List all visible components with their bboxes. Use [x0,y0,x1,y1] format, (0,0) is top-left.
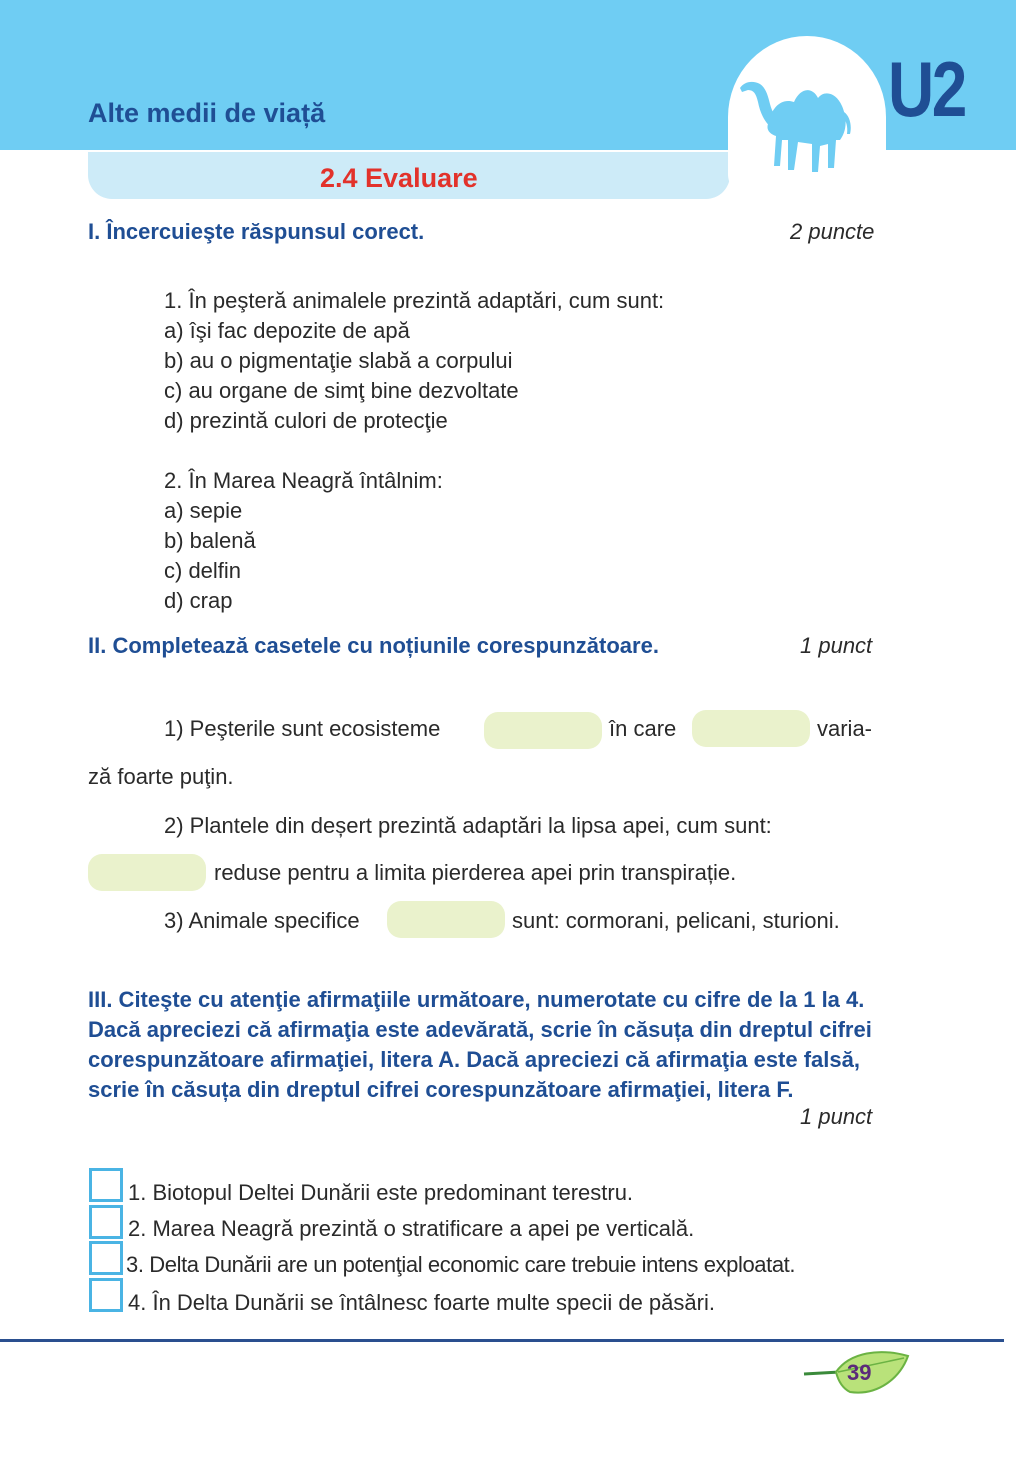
q1-question: 1. În peşteră animalele prezintă adaptări, cum sunt: [164,288,665,313]
section-title: 2.4 Evaluare [320,163,478,193]
answer-box-1[interactable] [484,712,602,749]
camel-icon [728,36,886,198]
q2-option-c: c) delfin [164,558,242,583]
answer-box-3[interactable] [88,854,206,891]
unit-label: U2 [888,45,965,133]
item1-text-d: ză foarte puţin. [88,764,234,789]
chapter-title: Alte medii de viață [88,98,326,128]
answer-box-4[interactable] [387,901,505,938]
q1-option-a: a) îşi fac depozite de apă [164,318,410,343]
section2-points: 1 punct [800,633,873,658]
q2-question: 2. În Marea Neagră întâlnim: [164,468,443,493]
item1-text-a: 1) Peşterile sunt ecosisteme [164,716,441,741]
item2-text-b: reduse pentru a limita pierderea apei prin transpirație. [214,860,737,885]
item3-text-b: sunt: cormorani, pelicani, sturioni. [512,908,840,933]
section3-instructions: III. Citeşte cu atenţie afirmaţiile următoare, numerotate cu cifre de la 1 la 4. Dacă apreciezi că afirmaţia este adevărată, scrie în căsuța din dreptul cifrei corespunzătoare afirmaţiei, litera A. Dacă apreciezi că afirmaţia este falsă, scrie în căsuța din dreptul cifrei corespunzătoare afirmaţiei, litera F. [88,987,872,1102]
statement-2: 2. Marea Neagră prezintă o stratificare a apei pe verticală. [128,1216,695,1241]
section2-heading: II. Completează casetele cu noțiunile corespunzătoare. [88,633,659,658]
q2-option-a: a) sepie [164,498,243,523]
q2-option-d: d) crap [164,588,233,613]
unit-badge [728,36,886,198]
statement-3-box[interactable] [89,1241,123,1275]
footer-divider [0,1339,1004,1342]
q2-option-b: b) balenă [164,528,256,553]
item1-text-b: în care [609,716,677,741]
section1-heading: I. Încercuieşte răspunsul corect. [88,219,425,244]
q1-option-b: b) au o pigmentaţie slabă a corpului [164,348,513,373]
statement-1: 1. Biotopul Deltei Dunării este predominant terestru. [128,1180,634,1205]
statement-3: 3. Delta Dunării are un potenţial economic care trebuie intens exploatat. [126,1252,796,1277]
page-number: 39 [847,1360,872,1385]
answer-box-2[interactable] [692,710,810,747]
section3-points: 1 punct [800,1104,873,1129]
statement-1-box[interactable] [89,1168,123,1202]
q1-option-d: d) prezintă culori de protecţie [164,408,448,433]
q1-option-c: c) au organe de simţ bine dezvoltate [164,378,519,403]
statement-4-box[interactable] [89,1278,123,1312]
statement-2-box[interactable] [89,1205,123,1239]
item1-text-c: varia- [817,716,873,741]
statement-4: 4. În Delta Dunării se întâlnesc foarte multe specii de păsări. [128,1290,715,1315]
item2-text-a: 2) Plantele din deșert prezintă adaptări la lipsa apei, cum sunt: [164,813,772,838]
section1-points: 2 puncte [790,219,875,244]
item3-text-a: 3) Animale specifice [164,908,360,933]
